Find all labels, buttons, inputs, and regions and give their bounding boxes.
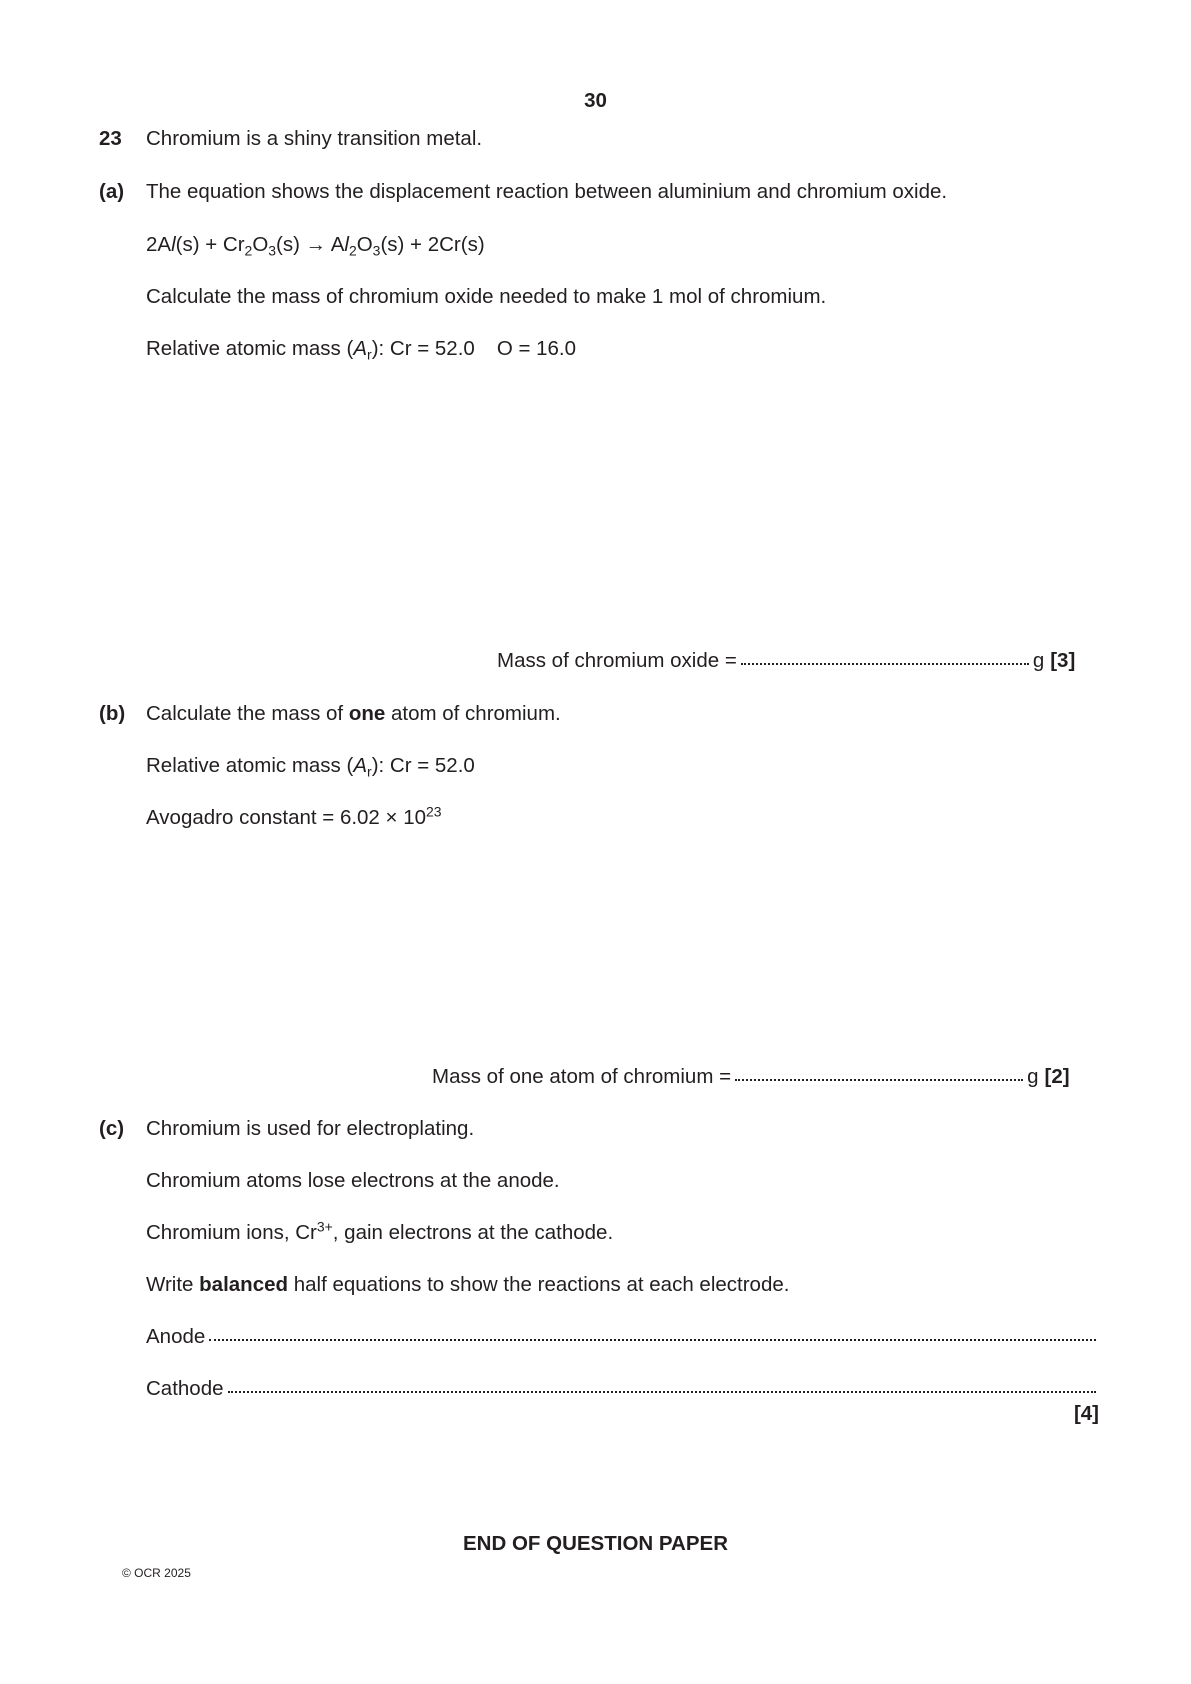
marks: [3] xyxy=(1050,649,1076,672)
copyright: © OCR 2025 xyxy=(122,1566,191,1580)
answer-space[interactable] xyxy=(735,1079,1023,1081)
part-c-label: (c) xyxy=(99,1117,125,1140)
answer-label: Mass of chromium oxide = xyxy=(497,649,737,672)
cathode-answer-space[interactable] xyxy=(228,1391,1096,1393)
part-b-answer-line[interactable] xyxy=(432,1064,1099,1090)
unit: g xyxy=(1027,1065,1039,1088)
part-a-relative-atomic-mass: Relative atomic mass $(A_r)$: Cr = 52.0 O = 16.0 xyxy=(146,337,577,363)
part-a-instruction: Calculate the mass of chromium oxide needed to make 1 mol of chromium. xyxy=(146,285,827,308)
anode-answer-space[interactable] xyxy=(209,1339,1096,1341)
anode-label: Anode xyxy=(146,1325,206,1348)
part-a-intro: The equation shows the displacement reaction between aluminium and chromium oxide. xyxy=(146,180,948,203)
chemical-equation: $2Al(s) + Cr_2O_3(s) \to Al_2O_3(s) + 2Cr(s)$ xyxy=(146,233,485,259)
marks: [2] xyxy=(1044,1065,1070,1088)
avogadro-constant: Avogadro constant = $6.02 \times 10^{23}$ xyxy=(146,803,442,829)
part-b-instruction: Calculate the mass of one atom of chromium. xyxy=(146,702,561,725)
cathode-label: Cathode xyxy=(146,1377,224,1400)
part-b-relative-atomic-mass: Relative atomic mass $(A_r)$: Cr = 52.0 xyxy=(146,754,475,780)
unit: g xyxy=(1032,649,1045,672)
part-c-line-3: Chromium ions, $Cr^{3+}$, gain electrons at the cathode. xyxy=(146,1218,614,1244)
part-a-answer-line[interactable] xyxy=(497,648,1099,674)
anode-answer-line[interactable] xyxy=(146,1324,1096,1350)
reaction-arrow-icon: → xyxy=(305,233,327,256)
part-c-line-1: Chromium is used for electroplating. xyxy=(146,1117,475,1140)
question-number: 23 xyxy=(99,127,122,150)
answer-label: Mass of one atom of chromium = xyxy=(432,1065,732,1088)
part-c-line-2: Chromium atoms lose electrons at the anode. xyxy=(146,1169,560,1192)
part-c-instruction: Write balanced half equations to show the reactions at each electrode. xyxy=(146,1273,790,1296)
question-stem: Chromium is a shiny transition metal. xyxy=(146,127,483,150)
page-number: 30 xyxy=(584,89,607,112)
part-b-label: (b) xyxy=(99,702,126,725)
end-of-paper: END OF QUESTION PAPER xyxy=(462,1532,728,1555)
cathode-answer-line[interactable] xyxy=(146,1376,1096,1402)
answer-space[interactable] xyxy=(741,663,1029,665)
part-c-marks: [4] xyxy=(1073,1402,1099,1425)
part-a-label: (a) xyxy=(99,180,125,203)
